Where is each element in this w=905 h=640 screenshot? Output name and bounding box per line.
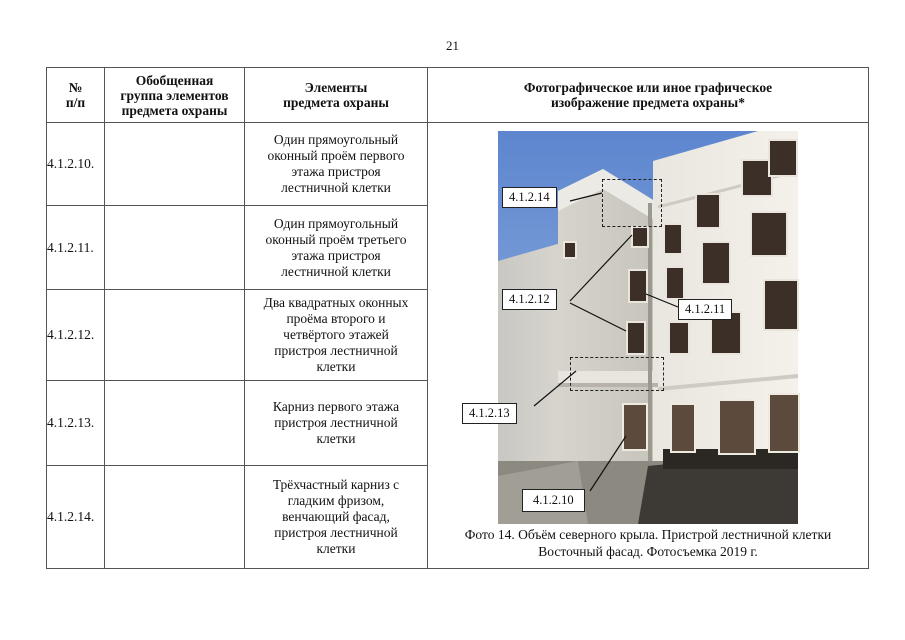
table-row: [47, 123, 869, 206]
header-group-line: группа элементов: [120, 87, 229, 103]
header-elements-line: предмета охраны: [283, 95, 389, 110]
photo-caption: [428, 526, 868, 560]
element-line: лестничной клетки: [281, 263, 391, 279]
protection-table: [46, 67, 869, 569]
element-line: Один прямоугольный: [273, 215, 399, 231]
element-line: гладким фризом,: [287, 493, 385, 508]
row-group: [105, 123, 245, 206]
element-line: лестничной клетки: [281, 180, 391, 195]
element-line: Один прямоугольный: [273, 132, 399, 147]
element-line: клетки: [316, 359, 356, 374]
row-group: [105, 466, 245, 569]
element-line: оконный проём первого: [267, 148, 405, 163]
row-group: [105, 206, 245, 290]
element-line: венчающий фасад,: [282, 509, 390, 524]
label-4-1-2-11: 4.1.2.11: [678, 299, 732, 320]
header-group-line: Обобщенная: [135, 72, 214, 88]
label-4-1-2-10: 4.1.2.10: [522, 489, 585, 512]
label-4-1-2-12: 4.1.2.12: [502, 289, 557, 310]
header-group-line: предмета охраны: [121, 102, 228, 118]
header-group: [105, 68, 245, 123]
row-number: 4.1.2.13.: [47, 381, 105, 466]
element-line: четвёртого этажей: [283, 327, 389, 342]
element-line: пристроя лестничной: [274, 415, 398, 430]
row-group: [105, 290, 245, 381]
header-num-line: №: [68, 80, 83, 95]
row-number: 4.1.2.11.: [47, 206, 105, 290]
row-number: 4.1.2.10.: [47, 123, 105, 206]
page-number: 21: [446, 38, 459, 53]
row-element: [245, 123, 428, 206]
header-image-line: изображение предмета охраны*: [551, 95, 745, 110]
header-num: [47, 68, 105, 123]
row-number: 4.1.2.12.: [47, 290, 105, 381]
element-line: оконный проём третьего: [265, 231, 407, 247]
photo-cell: [428, 123, 869, 569]
row-element: [245, 290, 428, 381]
element-line: Трёхчастный карниз с: [272, 477, 400, 492]
row-element: [245, 206, 428, 290]
header-image-line: Фотографическое или иное графическое: [523, 80, 773, 95]
row-element: [245, 381, 428, 466]
row-number: 4.1.2.14.: [47, 466, 105, 569]
element-line: пристроя лестничной: [274, 525, 398, 540]
caption-line: Фото 14. Объём северного крыла. Пристрой лестничной клетки: [464, 527, 832, 542]
caption-line: Восточный фасад. Фотосъемка 2019 г.: [538, 544, 758, 559]
element-line: этажа пристроя: [291, 164, 381, 179]
element-line: пристроя лестничной: [274, 343, 398, 358]
label-4-1-2-13: 4.1.2.13: [462, 403, 517, 424]
building-photo: [469, 131, 798, 524]
element-line: этажа пристроя: [291, 247, 381, 263]
header-num-line: п/п: [65, 95, 86, 110]
header-elements: [245, 68, 428, 123]
label-4-1-2-14: 4.1.2.14: [502, 187, 557, 208]
element-line: Два квадратных оконных: [263, 295, 409, 310]
table-header-row: [47, 68, 869, 123]
element-line: проёма второго и: [286, 311, 386, 326]
row-element: [245, 466, 428, 569]
header-elements-line: Элементы: [304, 80, 368, 95]
row-group: [105, 381, 245, 466]
header-image: [428, 68, 869, 123]
element-line: клетки: [316, 431, 356, 446]
element-line: Карниз первого этажа: [272, 399, 400, 414]
element-line: клетки: [316, 541, 356, 556]
